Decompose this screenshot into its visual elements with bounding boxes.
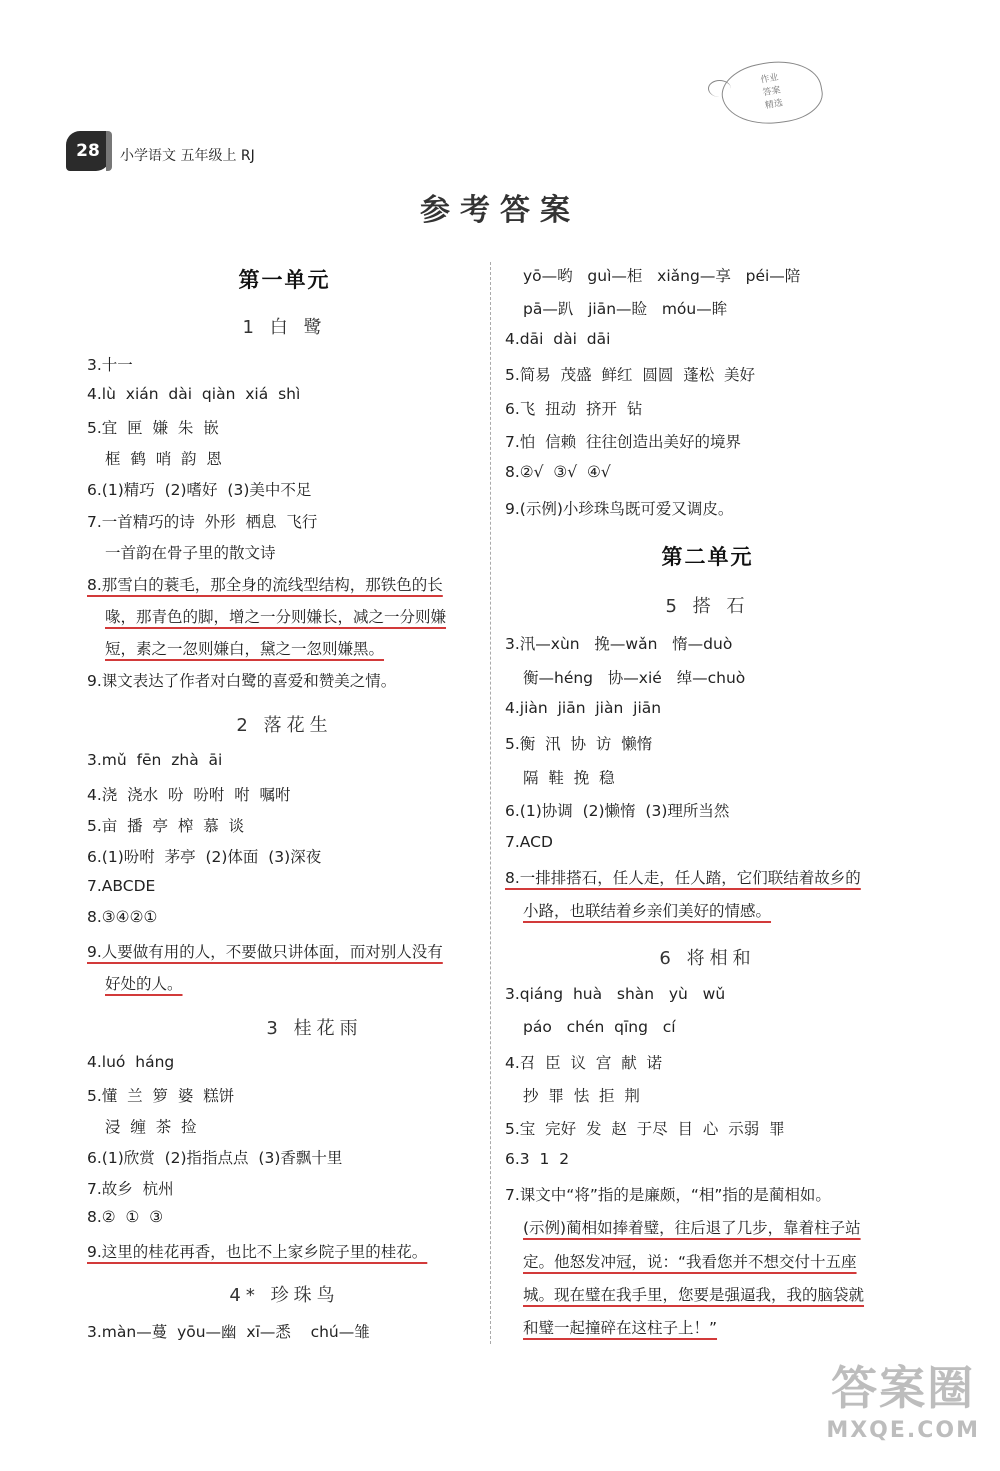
answer-line: 6.(1)精巧 (2)嗜好 (3)美中不足 (87, 481, 312, 499)
lesson-heading-3: 3 桂花雨 (266, 1018, 363, 1039)
book-title: 小学语文 五年级上 RJ (120, 148, 255, 164)
answer-line: 3.màn—蔓 yōu—幽 xī—悉 chú—雏 (87, 1323, 370, 1341)
answer-line: 9.(示例)小珍珠鸟既可爱又调皮。 (505, 500, 734, 518)
answer-line: 框 鹤 哨 韵 恩 (105, 450, 222, 468)
answer-line: 3.汛—xùn 挽—wǎn 惰—duò (505, 635, 733, 653)
answer-line: 3.十一 (87, 356, 133, 374)
answer-line: 6.(1)欣赏 (2)指指点点 (3)香飘十里 (87, 1149, 343, 1167)
answer-line: 6.飞 扭动 挤开 钻 (505, 400, 643, 418)
answer-line: 和璧一起撞碎在这柱子上！” (523, 1319, 718, 1337)
answer-line: 3.mǔ fēn zhà āi (87, 751, 223, 769)
answer-line: 4.jiàn jiān jiàn jiān (505, 699, 662, 717)
answer-line: 8.③④②① (87, 908, 158, 926)
answer-line: 5.简易 茂盛 鲜红 圆圆 蓬松 美好 (505, 366, 756, 384)
answer-line: 5.宝 完好 发 赵 于尽 目 心 示弱 罪 (505, 1120, 785, 1138)
answer-line: 7.ABCDE (87, 877, 156, 895)
answer-line: 9.人要做有用的人，不要做只讲体面，而对别人没有 (87, 943, 443, 961)
answer-line: 小路，也联结着乡亲们美好的情感。 (523, 902, 772, 920)
answer-line: 7.课文中“将”指的是廉颇，“相”指的是蔺相如。 (505, 1186, 831, 1204)
answer-line: 5.亩 播 亭 榨 慕 谈 (87, 817, 245, 835)
answer-line: 隔 鞋 挽 稳 (523, 769, 615, 787)
answer-line: 喙，那青色的脚，增之一分则嫌长，减之一分则嫌 (105, 608, 447, 626)
answer-line: 6.3 1 2 (505, 1150, 570, 1168)
watermark-url: MXQE.COM (826, 1418, 980, 1443)
page-title: 参考答案 (420, 193, 580, 228)
lesson-heading-4: 4* 珍珠鸟 (229, 1285, 340, 1306)
answer-line: 6.(1)协调 (2)懒惰 (3)理所当然 (505, 802, 730, 820)
page-badge-edge (106, 131, 112, 171)
stamp-line-2: 答案 (762, 85, 782, 99)
answer-line: 8.那雪白的蓑毛，那全身的流线型结构，那铁色的长 (87, 576, 443, 594)
answer-line: 4.dāi dài dāi (505, 330, 611, 348)
answer-line: 抄 罪 怯 拒 荆 (523, 1087, 640, 1105)
column-divider (490, 262, 491, 1344)
lesson-heading-1: 1 白 鹭 (242, 317, 327, 338)
answer-line: 5.懂 兰 箩 婆 糕饼 (87, 1087, 235, 1105)
answer-line: 4.lù xián dài qiàn xiá shì (87, 385, 301, 403)
answer-line: 5.宜 匣 嫌 朱 嵌 (87, 419, 219, 437)
stamp-logo (717, 54, 826, 132)
answer-line: 8.②√ ③√ ④√ (505, 463, 611, 481)
answer-line: páo chén qīng cí (523, 1018, 676, 1036)
answer-line: 一首韵在骨子里的散文诗 (105, 544, 276, 562)
unit-heading-1: 第一单元 (238, 268, 331, 292)
lesson-heading-2: 2 落花生 (236, 715, 333, 736)
answer-line: 定。他怒发冲冠，说：“我看您并不想交付十五座 (523, 1253, 857, 1271)
answer-line: 7.一首精巧的诗 外形 栖息 飞行 (87, 513, 318, 531)
page-number-badge: 28 (66, 131, 110, 171)
answer-line: 7.ACD (505, 833, 553, 851)
answer-line: 6.(1)吩咐 茅亭 (2)体面 (3)深夜 (87, 848, 322, 866)
answer-line: 城。现在璧在我手里，您要是强逼我，我的脑袋就 (523, 1286, 865, 1304)
answer-line: 5.衡 汛 协 访 懒惰 (505, 735, 653, 753)
stamp-line-1: 作业 (759, 72, 780, 86)
answer-line: (示例)蔺相如捧着璧，往后退了几步，靠着柱子站 (523, 1219, 861, 1237)
answer-line: 8.一排排搭石，任人走，任人踏，它们联结着故乡的 (505, 869, 861, 887)
answer-line: 7.故乡 杭州 (87, 1180, 174, 1198)
lesson-heading-6: 6 将相和 (659, 948, 756, 969)
answer-line: 8.② ① ③ (87, 1208, 164, 1226)
stamp-line-3: 精选 (764, 98, 784, 112)
answer-line: 4.luó háng (87, 1053, 175, 1071)
lesson-heading-5: 5 搭 石 (665, 596, 750, 617)
answer-line: 4.浇 浇水 吩 吩咐 咐 嘱咐 (87, 786, 291, 804)
answer-line: 9.课文表达了作者对白鹭的喜爱和赞美之情。 (87, 672, 397, 690)
watermark-main: 答案圈 (831, 1361, 976, 1415)
answer-line: 9.这里的桂花再香，也比不上家乡院子里的桂花。 (87, 1243, 428, 1261)
answer-line: 4.召 臣 议 宫 献 诺 (505, 1054, 663, 1072)
answer-line: pā—趴 jiān—睑 móu—眸 (523, 300, 728, 318)
answer-line: 3.qiáng huà shàn yù wǔ (505, 985, 726, 1003)
answer-line: 好处的人。 (105, 975, 183, 993)
watermark-logo (826, 1352, 980, 1443)
unit-heading-2: 第二单元 (661, 545, 754, 569)
answer-line: 浸 缠 茶 捡 (105, 1118, 197, 1136)
answer-line: yō—哟 guì—柜 xiǎng—享 péi—陪 (523, 267, 801, 285)
answer-line: 7.怕 信赖 往往创造出美好的境界 (505, 433, 741, 451)
answer-line: 衡—héng 协—xié 绰—chuò (523, 669, 746, 687)
answer-line: 短，素之一忽则嫌白，黛之一忽则嫌黑。 (105, 640, 385, 658)
